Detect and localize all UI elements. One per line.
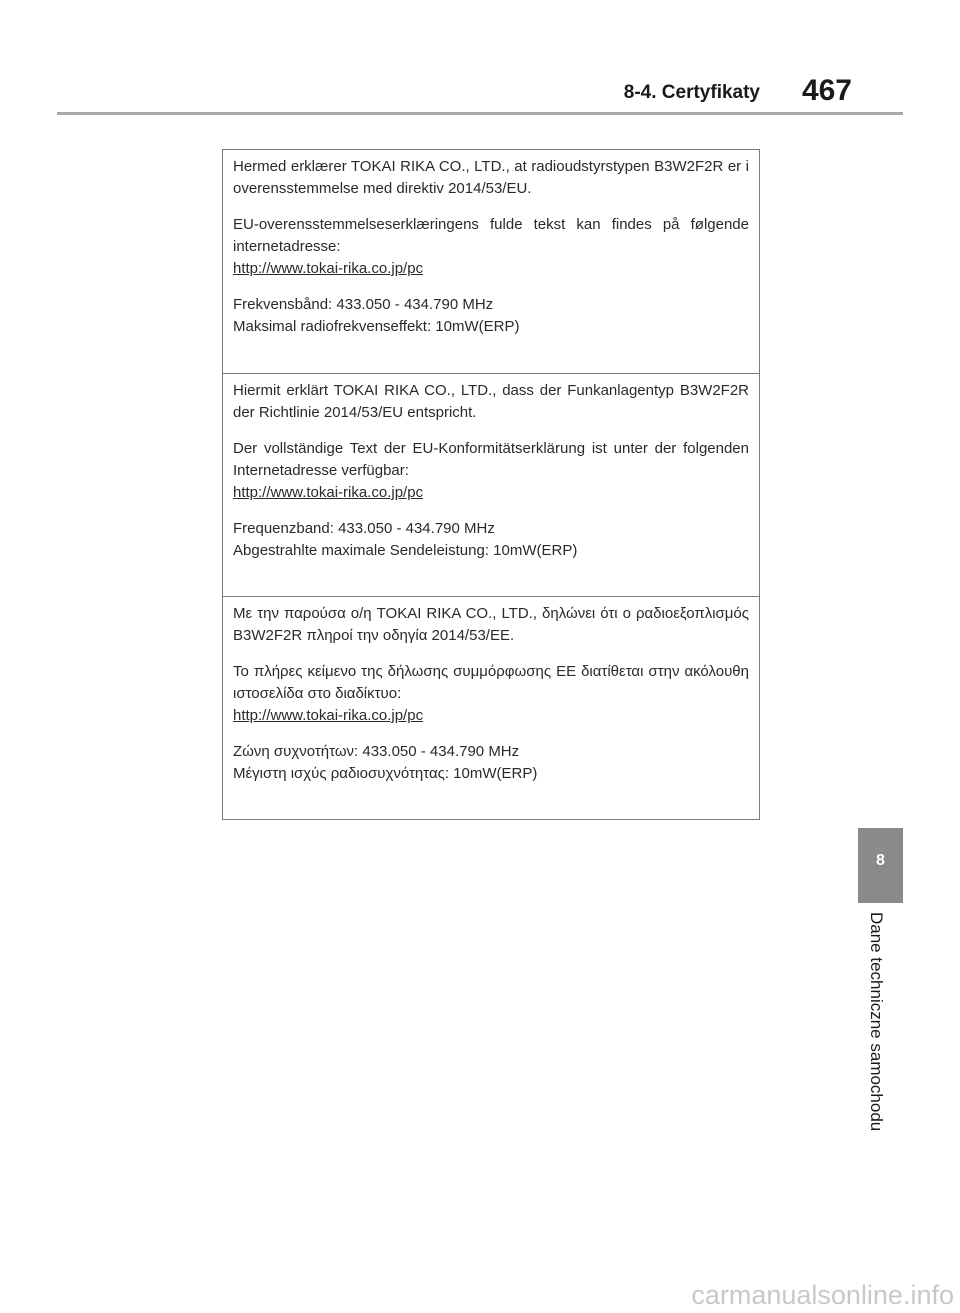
frequency-band: Frekvensbånd: 433.050 - 434.790 MHz: [233, 296, 494, 313]
cert-block-german: [223, 373, 759, 596]
fulltext-notice: Der vollständige Text der EU-Konformitätserklärung ist unter der folgenden Internetadresse verfügbar:: [233, 440, 749, 479]
fulltext-notice: EU-overensstemmelseserklæringens fulde tekst kan findes på følgende internetadresse:: [233, 216, 749, 255]
cert-block-greek: [223, 596, 759, 819]
declaration-statement: Hermed erklærer TOKAI RIKA CO., LTD., at radioudstyrstypen B3W2F2R er i overensstemmelse med direktiv 2014/53/EU.: [233, 158, 749, 197]
declaration-link[interactable]: http://www.tokai-rika.co.jp/pc: [233, 707, 424, 724]
page-header: [0, 0, 960, 120]
watermark: carmanualsonline.info: [691, 1280, 954, 1310]
page-number: 467: [801, 74, 852, 107]
declaration-link[interactable]: http://www.tokai-rika.co.jp/pc: [233, 260, 424, 277]
cert-block-danish: [223, 150, 759, 373]
header-rule: [57, 112, 903, 115]
fulltext-notice: Το πλήρες κείμενο της δήλωσης συμμόρφωσης ΕΕ διατίθεται στην ακόλουθη ιστοσελίδα στο διαδίκτυο:: [233, 663, 749, 702]
max-power: Μέγιστη ισχύς ραδιοσυχνότητας: 10mW(ERP): [233, 765, 538, 782]
chapter-label: Dane techniczne samochodu: [867, 912, 886, 1132]
max-power: Maksimal radiofrekvenseffekt: 10mW(ERP): [233, 318, 520, 335]
declaration-statement: Hiermit erklärt TOKAI RIKA CO., LTD., dass der Funkanlagentyp B3W2F2R der Richtlinie 2014/53/EU entspricht.: [233, 382, 749, 421]
frequency-band: Ζώνη συχνοτήτων: 433.050 - 434.790 MHz: [233, 743, 520, 760]
declaration-statement: Με την παρούσα ο/η TOKAI RIKA CO., LTD., δηλώνει ότι ο ραδιοεξοπλισμός B3W2F2R πληροί την οδηγία 2014/53/ΕΕ.: [233, 605, 749, 644]
declaration-link[interactable]: http://www.tokai-rika.co.jp/pc: [233, 484, 424, 501]
max-power: Abgestrahlte maximale Sendeleistung: 10mW(ERP): [233, 542, 578, 559]
section-title: 8-4. Certyfikaty: [623, 82, 760, 103]
chapter-tab: [858, 828, 903, 903]
chapter-number: 8: [876, 852, 885, 869]
certification-table: [222, 149, 760, 820]
frequency-band: Frequenzband: 433.050 - 434.790 MHz: [233, 520, 495, 537]
